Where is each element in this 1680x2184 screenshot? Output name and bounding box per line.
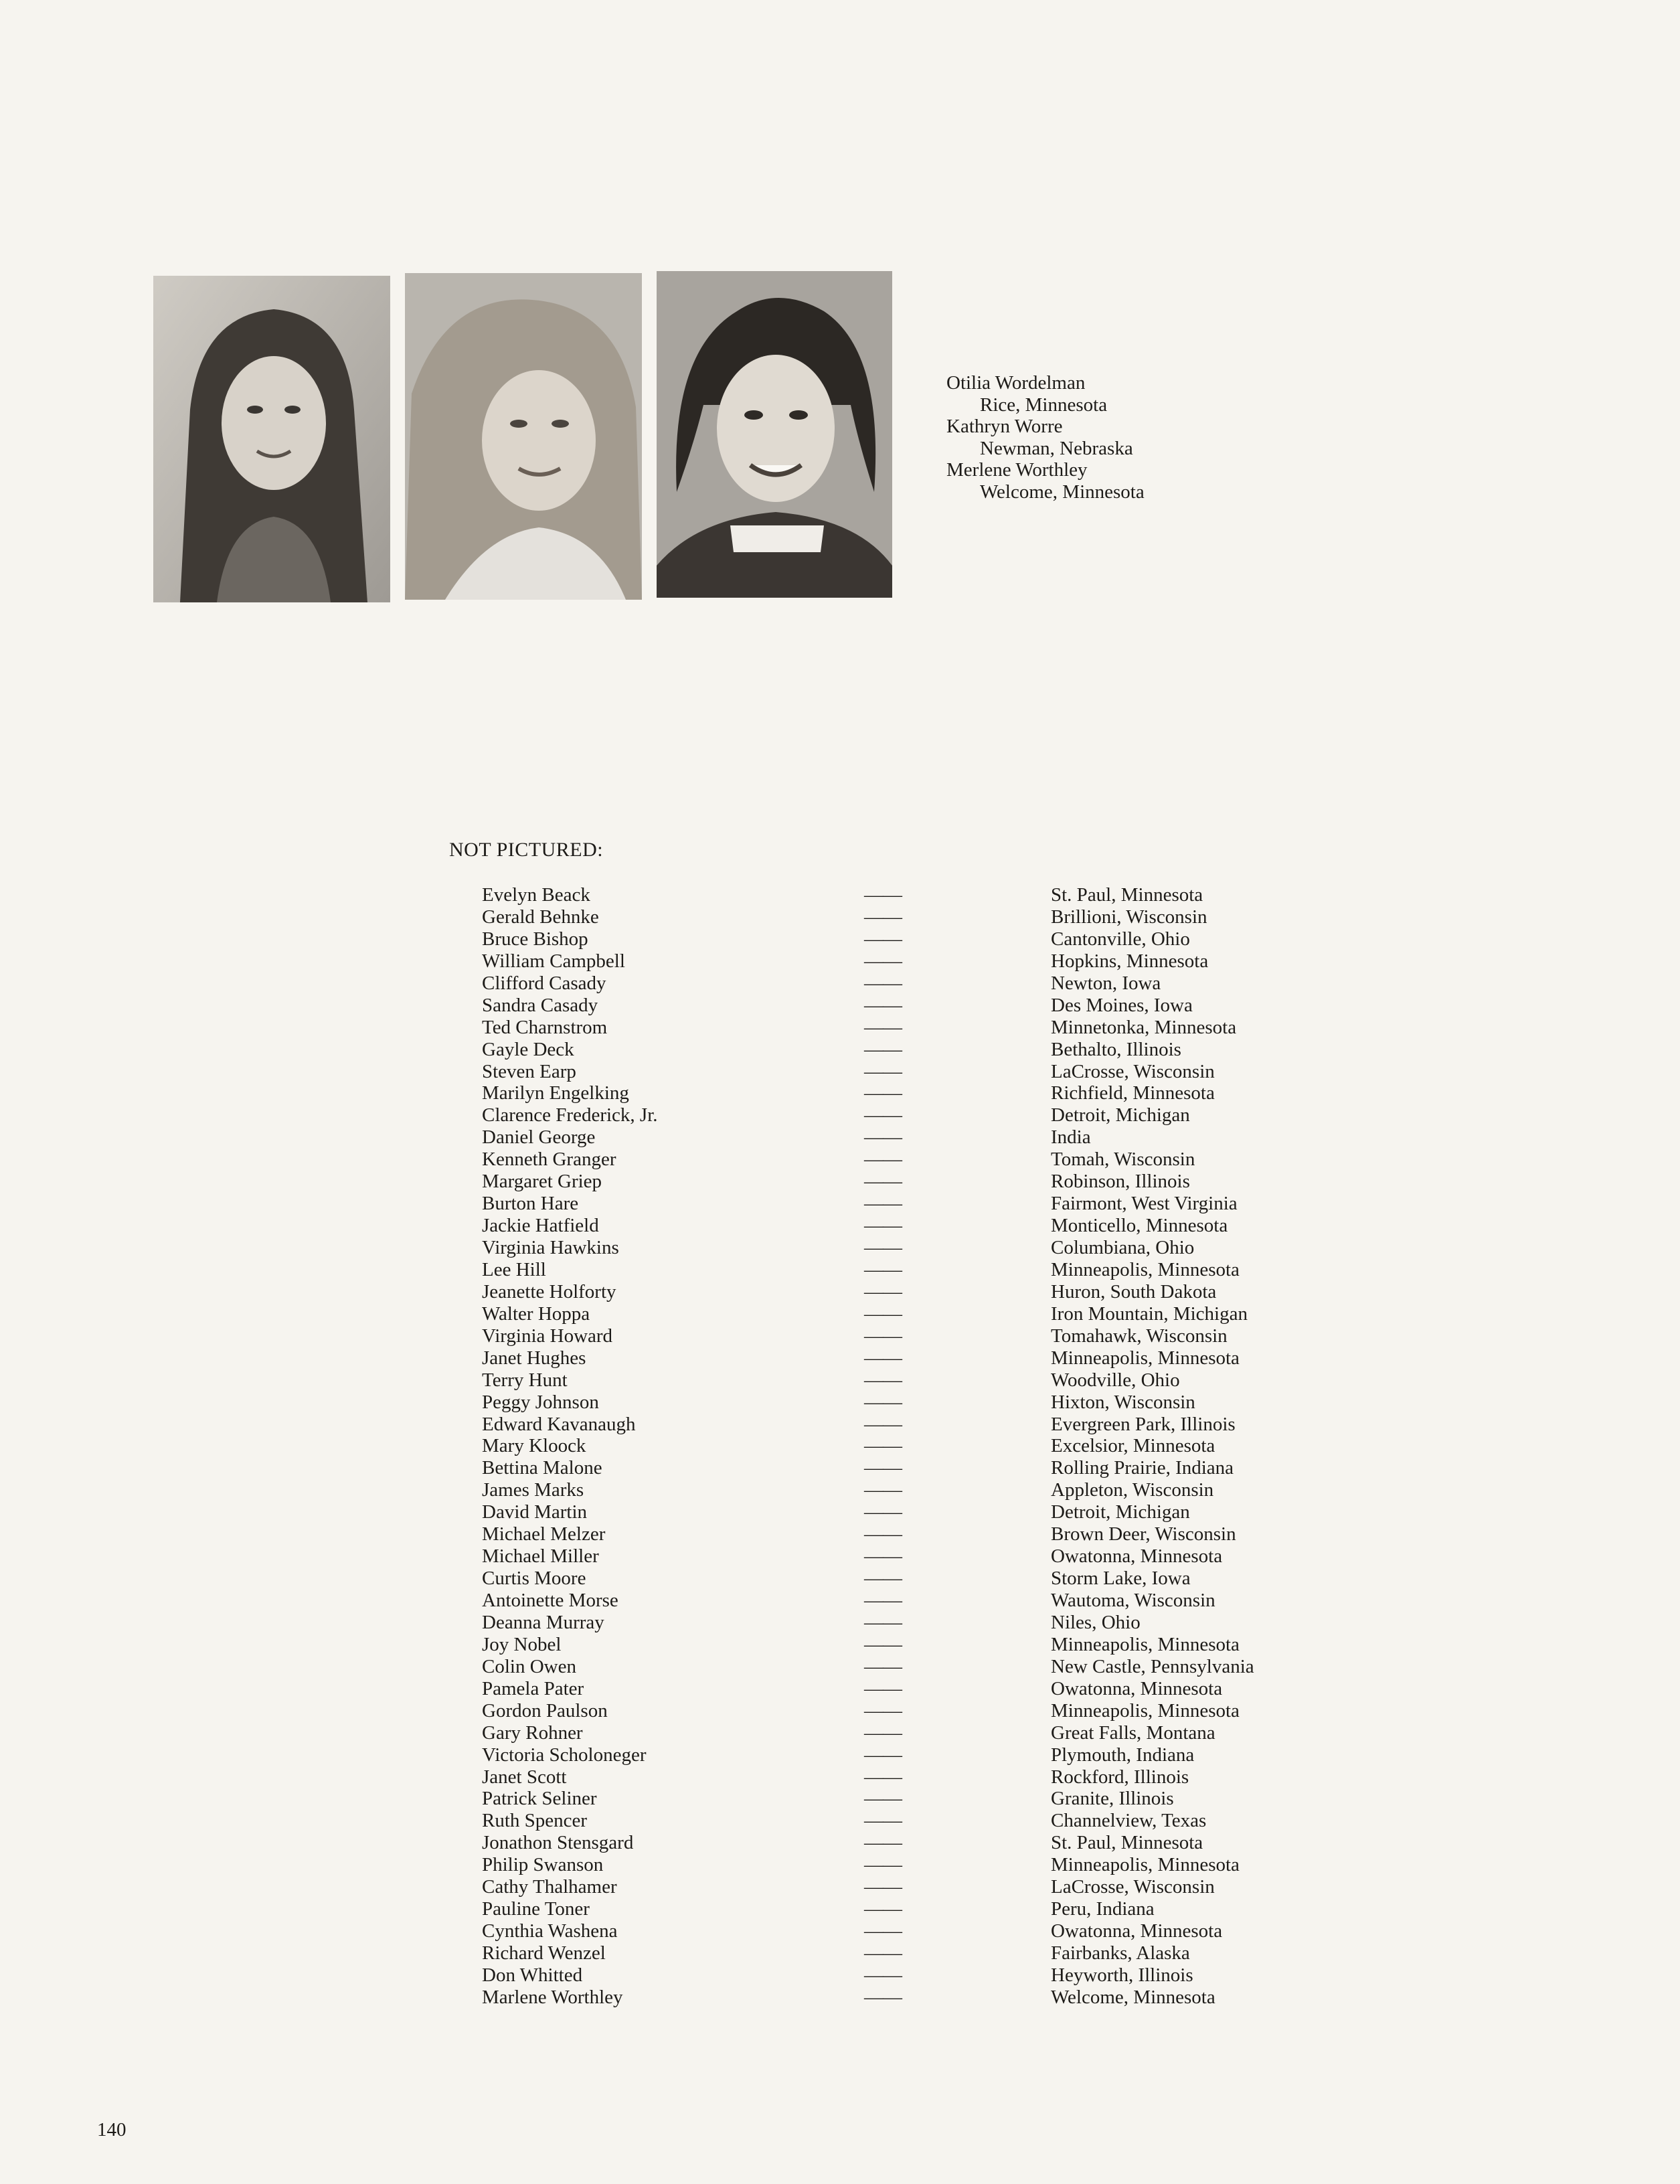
student-name: Jackie Hatfield <box>482 1215 599 1237</box>
list-item <box>482 1612 1352 1634</box>
student-name: Ted Charnstrom <box>482 1016 608 1038</box>
student-hometown: Tomahawk, Wisconsin <box>1051 1325 1228 1347</box>
student-name: Evelyn Beack <box>482 884 590 906</box>
separator-dash: —— <box>864 1986 902 2008</box>
student-name: Philip Swanson <box>482 1854 604 1876</box>
separator-dash: —— <box>864 1280 902 1303</box>
separator-dash: —— <box>864 928 902 950</box>
list-item <box>482 1501 1352 1523</box>
student-hometown: Peru, Indiana <box>1051 1898 1155 1920</box>
student-name: Bettina Malone <box>482 1457 602 1479</box>
student-name: Burton Hare <box>482 1193 579 1215</box>
student-name: Joy Nobel <box>482 1633 562 1655</box>
student-hometown: Minneapolis, Minnesota <box>1051 1633 1240 1655</box>
list-item <box>482 1523 1352 1545</box>
list-item <box>482 973 1352 995</box>
separator-dash: —— <box>864 1766 902 1788</box>
separator-dash: —— <box>864 1744 902 1766</box>
student-name: Marilyn Engelking <box>482 1082 629 1104</box>
separator-dash: —— <box>864 1568 902 1590</box>
student-hometown: Plymouth, Indiana <box>1051 1744 1195 1766</box>
separator-dash: —— <box>864 1677 902 1699</box>
student-hometown: Rolling Prairie, Indiana <box>1051 1457 1234 1479</box>
list-item <box>482 1149 1352 1171</box>
separator-dash: —— <box>864 1237 902 1258</box>
list-item <box>482 1744 1352 1766</box>
separator-dash: —— <box>864 906 902 928</box>
student-name: Jeanette Holforty <box>482 1280 616 1303</box>
list-item <box>482 1347 1352 1369</box>
separator-dash: —— <box>864 1721 902 1744</box>
list-item <box>482 1061 1352 1083</box>
student-name: Patrick Seliner <box>482 1788 597 1810</box>
student-hometown: Hopkins, Minnesota <box>1051 950 1209 972</box>
student-hometown: Owatonna, Minnesota <box>1051 1677 1223 1699</box>
list-item <box>482 1590 1352 1612</box>
separator-dash: —— <box>864 1964 902 1986</box>
student-hometown: Fairbanks, Alaska <box>1051 1942 1190 1964</box>
list-item <box>482 1987 1352 2009</box>
list-item <box>482 1325 1352 1347</box>
separator-dash: —— <box>864 1347 902 1369</box>
list-item <box>482 1126 1352 1149</box>
student-name: Gordon Paulson <box>482 1699 608 1721</box>
separator-dash: —— <box>864 1413 902 1435</box>
student-hometown: Minneapolis, Minnesota <box>1051 1854 1240 1876</box>
separator-dash: —— <box>864 1920 902 1942</box>
student-hometown: Newton, Iowa <box>1051 972 1161 994</box>
student-name: David Martin <box>482 1501 588 1523</box>
list-item <box>482 928 1352 950</box>
separator-dash: —— <box>864 1435 902 1457</box>
student-name: Edward Kavanaugh <box>482 1413 636 1435</box>
student-hometown: Storm Lake, Iowa <box>1051 1568 1191 1590</box>
list-item <box>482 1369 1352 1392</box>
separator-dash: —— <box>864 1038 902 1060</box>
student-hometown: Owatonna, Minnesota <box>1051 1545 1223 1568</box>
student-hometown: St. Paul, Minnesota <box>1051 884 1203 906</box>
student-name: Mary Kloock <box>482 1435 586 1457</box>
student-hometown: Appleton, Wisconsin <box>1051 1479 1214 1501</box>
separator-dash: —— <box>864 1876 902 1898</box>
list-item <box>482 906 1352 928</box>
student-hometown: LaCrosse, Wisconsin <box>1051 1876 1215 1898</box>
student-name: Clifford Casady <box>482 972 606 994</box>
list-item <box>482 1942 1352 1964</box>
student-hometown: Welcome, Minnesota <box>1051 1986 1215 2008</box>
student-name: Gerald Behnke <box>482 906 599 928</box>
list-item <box>482 1193 1352 1215</box>
separator-dash: —— <box>864 1479 902 1501</box>
student-name: Margaret Griep <box>482 1171 602 1193</box>
not-pictured-heading: NOT PICTURED: <box>449 839 604 861</box>
student-hometown: Richfield, Minnesota <box>1051 1082 1215 1104</box>
portrait-hometown: Welcome, Minnesota <box>980 481 1145 503</box>
list-item <box>482 1281 1352 1303</box>
list-item <box>482 1215 1352 1237</box>
student-name: Michael Melzer <box>482 1523 606 1545</box>
separator-dash: —— <box>864 884 902 906</box>
list-item <box>482 1259 1352 1281</box>
student-name: Antoinette Morse <box>482 1590 618 1611</box>
student-name: Cathy Thalhamer <box>482 1876 617 1898</box>
student-hometown: New Castle, Pennsylvania <box>1051 1655 1254 1677</box>
student-name: Peggy Johnson <box>482 1391 599 1413</box>
student-name: Gayle Deck <box>482 1038 574 1060</box>
student-hometown: Granite, Illinois <box>1051 1788 1174 1810</box>
student-name: Gary Rohner <box>482 1721 583 1744</box>
list-item <box>482 1303 1352 1325</box>
portrait-name: Kathryn Worre <box>946 416 1063 437</box>
student-hometown: Minnetonka, Minnesota <box>1051 1016 1237 1038</box>
student-name: Don Whitted <box>482 1964 583 1986</box>
portrait-photo-1 <box>153 276 390 602</box>
list-item <box>482 1634 1352 1656</box>
not-pictured-list <box>482 884 1352 2009</box>
student-hometown: Minneapolis, Minnesota <box>1051 1699 1240 1721</box>
list-item <box>482 1898 1352 1920</box>
separator-dash: —— <box>864 1171 902 1193</box>
student-hometown: St. Paul, Minnesota <box>1051 1832 1203 1854</box>
list-item <box>482 1545 1352 1568</box>
student-name: Pamela Pater <box>482 1677 584 1699</box>
student-hometown: Rockford, Illinois <box>1051 1766 1189 1788</box>
student-hometown: India <box>1051 1126 1091 1149</box>
student-name: Clarence Frederick, Jr. <box>482 1104 658 1126</box>
separator-dash: —— <box>864 1898 902 1920</box>
separator-dash: —— <box>864 1523 902 1545</box>
list-item <box>482 884 1352 906</box>
student-name: Lee Hill <box>482 1258 546 1280</box>
student-hometown: Tomah, Wisconsin <box>1051 1149 1195 1171</box>
student-hometown: Minneapolis, Minnesota <box>1051 1347 1240 1369</box>
list-item <box>482 1876 1352 1898</box>
student-hometown: Robinson, Illinois <box>1051 1171 1190 1193</box>
portrait-name: Otilia Wordelman <box>946 372 1086 394</box>
student-hometown: Niles, Ohio <box>1051 1611 1141 1633</box>
separator-dash: —— <box>864 1016 902 1038</box>
student-hometown: Bethalto, Illinois <box>1051 1038 1181 1060</box>
separator-dash: —— <box>864 1303 902 1325</box>
student-hometown: Detroit, Michigan <box>1051 1501 1190 1523</box>
student-name: James Marks <box>482 1479 584 1501</box>
student-hometown: Brown Deer, Wisconsin <box>1051 1523 1236 1545</box>
list-item <box>482 1788 1352 1810</box>
list-item <box>482 1656 1352 1678</box>
student-name: Victoria Scholoneger <box>482 1744 647 1766</box>
student-hometown: Wautoma, Wisconsin <box>1051 1590 1215 1611</box>
separator-dash: —— <box>864 1149 902 1171</box>
list-item <box>482 950 1352 973</box>
list-item <box>482 1568 1352 1590</box>
separator-dash: —— <box>864 972 902 994</box>
list-item <box>482 1479 1352 1501</box>
separator-dash: —— <box>864 1832 902 1854</box>
portrait-hometown: Rice, Minnesota <box>980 394 1108 416</box>
student-hometown: Huron, South Dakota <box>1051 1280 1217 1303</box>
separator-dash: —— <box>864 1633 902 1655</box>
student-name: Walter Hoppa <box>482 1303 590 1325</box>
list-item <box>482 1082 1352 1104</box>
student-hometown: Detroit, Michigan <box>1051 1104 1190 1126</box>
separator-dash: —— <box>864 1545 902 1568</box>
student-name: Curtis Moore <box>482 1568 586 1590</box>
list-item <box>482 1766 1352 1788</box>
student-name: Janet Hughes <box>482 1347 586 1369</box>
separator-dash: —— <box>864 1655 902 1677</box>
student-hometown: Evergreen Park, Illinois <box>1051 1413 1236 1435</box>
list-item <box>482 1854 1352 1876</box>
student-hometown: Minneapolis, Minnesota <box>1051 1258 1240 1280</box>
separator-dash: —— <box>864 1501 902 1523</box>
separator-dash: —— <box>864 1590 902 1611</box>
student-hometown: Cantonville, Ohio <box>1051 928 1190 950</box>
student-name: Deanna Murray <box>482 1611 604 1633</box>
student-name: Janet Scott <box>482 1766 567 1788</box>
student-hometown: Heyworth, Illinois <box>1051 1964 1193 1986</box>
student-hometown: Channelview, Texas <box>1051 1810 1207 1832</box>
portrait-captions <box>946 372 1145 503</box>
list-item <box>482 1678 1352 1700</box>
student-hometown: Columbiana, Ohio <box>1051 1237 1195 1258</box>
separator-dash: —— <box>864 1788 902 1810</box>
student-hometown: Des Moines, Iowa <box>1051 994 1193 1016</box>
student-name: Michael Miller <box>482 1545 599 1568</box>
student-hometown: Excelsior, Minnesota <box>1051 1435 1215 1457</box>
list-item <box>482 1964 1352 1987</box>
list-item <box>482 1414 1352 1436</box>
list-item <box>482 995 1352 1017</box>
separator-dash: —— <box>864 1126 902 1149</box>
separator-dash: —— <box>864 1193 902 1215</box>
student-name: Steven Earp <box>482 1060 576 1082</box>
separator-dash: —— <box>864 1457 902 1479</box>
list-item <box>482 1017 1352 1039</box>
separator-dash: —— <box>864 1325 902 1347</box>
student-hometown: Iron Mountain, Michigan <box>1051 1303 1248 1325</box>
student-name: Cynthia Washena <box>482 1920 618 1942</box>
separator-dash: —— <box>864 1082 902 1104</box>
student-hometown: Great Falls, Montana <box>1051 1721 1215 1744</box>
separator-dash: —— <box>864 1369 902 1391</box>
separator-dash: —— <box>864 1611 902 1633</box>
student-hometown: Owatonna, Minnesota <box>1051 1920 1223 1942</box>
list-item <box>482 1832 1352 1854</box>
list-item <box>482 1104 1352 1126</box>
portrait-hometown: Newman, Nebraska <box>980 437 1133 459</box>
portrait-name: Merlene Worthley <box>946 459 1088 481</box>
student-name: Jonathon Stensgard <box>482 1832 634 1854</box>
separator-dash: —— <box>864 994 902 1016</box>
list-item <box>482 1435 1352 1457</box>
student-name: Ruth Spencer <box>482 1810 588 1832</box>
student-name: Virginia Howard <box>482 1325 613 1347</box>
portrait-photo-2 <box>405 273 642 600</box>
list-item <box>482 1237 1352 1259</box>
page-number: 140 <box>97 2119 127 2140</box>
student-name: Terry Hunt <box>482 1369 568 1391</box>
student-hometown: Brillioni, Wisconsin <box>1051 906 1207 928</box>
separator-dash: —— <box>864 1942 902 1964</box>
list-item <box>482 1920 1352 1942</box>
student-hometown: LaCrosse, Wisconsin <box>1051 1060 1215 1082</box>
student-name: Bruce Bishop <box>482 928 588 950</box>
separator-dash: —— <box>864 1699 902 1721</box>
student-name: Colin Owen <box>482 1655 576 1677</box>
separator-dash: —— <box>864 1215 902 1237</box>
separator-dash: —— <box>864 1258 902 1280</box>
separator-dash: —— <box>864 1391 902 1413</box>
list-item <box>482 1392 1352 1414</box>
separator-dash: —— <box>864 1810 902 1832</box>
list-item <box>482 1700 1352 1722</box>
separator-dash: —— <box>864 1854 902 1876</box>
separator-dash: —— <box>864 950 902 972</box>
student-name: Kenneth Granger <box>482 1149 616 1171</box>
student-name: Marlene Worthley <box>482 1986 623 2008</box>
list-item <box>482 1722 1352 1744</box>
list-item <box>482 1171 1352 1193</box>
student-name: Richard Wenzel <box>482 1942 606 1964</box>
student-hometown: Monticello, Minnesota <box>1051 1215 1228 1237</box>
separator-dash: —— <box>864 1104 902 1126</box>
student-name: Pauline Toner <box>482 1898 590 1920</box>
list-item <box>482 1039 1352 1061</box>
student-hometown: Fairmont, West Virginia <box>1051 1193 1238 1215</box>
student-hometown: Hixton, Wisconsin <box>1051 1391 1195 1413</box>
student-name: Daniel George <box>482 1126 596 1149</box>
separator-dash: —— <box>864 1060 902 1082</box>
list-item <box>482 1457 1352 1479</box>
student-name: Virginia Hawkins <box>482 1237 619 1258</box>
portrait-photo-3 <box>657 271 892 598</box>
student-name: Sandra Casady <box>482 994 598 1016</box>
list-item <box>482 1810 1352 1832</box>
student-hometown: Woodville, Ohio <box>1051 1369 1180 1391</box>
student-name: William Campbell <box>482 950 625 972</box>
